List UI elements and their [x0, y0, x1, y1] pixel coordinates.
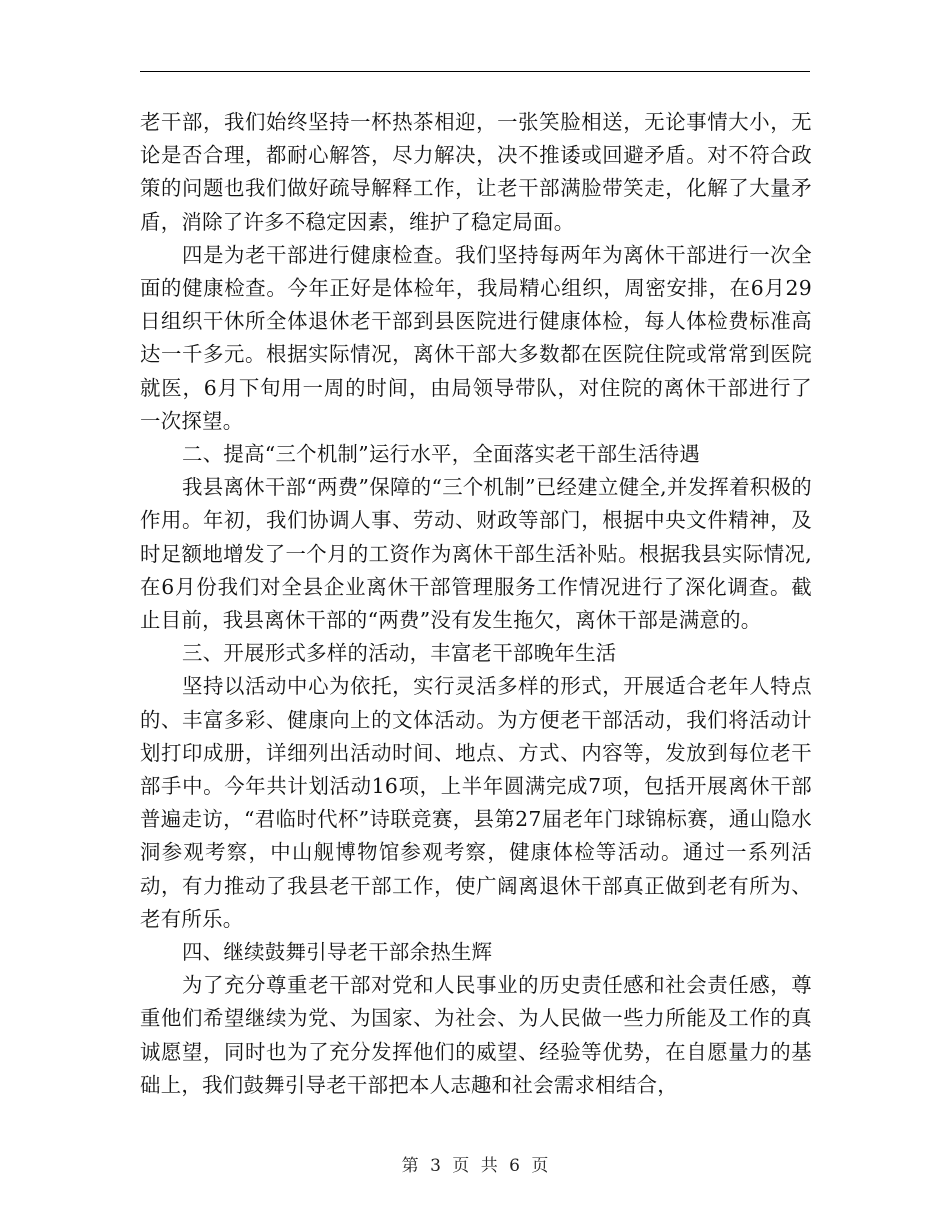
header-rule [140, 71, 810, 72]
paragraph-5: 为了充分尊重老干部对党和人民事业的历史责任感和社会责任感，尊重他们希望继续为党、为国家、为社会、为人民做一些力所能及工作的真诚愿望，同时也为了充分发挥他们的威望、经验等优势，在自愿量力的基础上，我们鼓舞引导老干部把本人志趣和社会需求相结合， [140, 973, 812, 1097]
paragraph-2: 四是为老干部进行健康检查。我们坚持每两年为离休干部进行一次全面的健康检查。今年正好是体检年，我局精心组织，周密安排，在6月29日组织干休所全体退休老干部到县医院进行健康体检，每人体检费标准高达一千多元。根据实际情况，离休干部大多数都在医院住院或常常到医院就医，6月下旬用一周的时间，由局领导带队，对住院的离休干部进行了一次探望。 [140, 242, 812, 433]
paragraph-4: 坚持以活动中心为依托，实行灵活多样的形式，开展适合老年人特点的、丰富多彩、健康向上的文体活动。为方便老干部活动，我们将活动计划打印成册，详细列出活动时间、地点、方式、内容等，发放到每位老干部手中。今年共计划活动16项，上半年圆满完成7项，包括开展离休干部普遍走访，“君临时代杯”诗联竞赛，县第27届老年门球锦标赛，通山隐水洞参观考察，中山舰博物馆参观考察，健康体检等活动。通过一系列活动，有力推动了我县老干部工作，使广阔离退休干部真正做到老有所为、老有所乐。 [140, 674, 812, 931]
page-footer: 第 3 页 共 6 页 [401, 1156, 549, 1176]
section-heading-3: 三、开展形式多样的活动，丰富老干部晚年生活 [182, 641, 617, 666]
section-heading-2: 二、提高“三个机制”运行水平，全面落实老干部生活待遇 [182, 442, 701, 467]
paragraph-3: 我县离休干部“两费”保障的“三个机制”已经建立健全,并发挥着积极的作用。年初，我们协调人事、劳动、财政等部门，根据中央文件精神，及时足额地增发了一个月的工资作为离休干部生活补贴。根据我县实际情况,在6月份我们对全县企业离休干部管理服务工作情况进行了深化调查。截止目前，我县离休干部的“两费”没有发生拖欠，离休干部是满意的。 [140, 475, 812, 633]
document-body [140, 106, 812, 1102]
paragraph-1: 老干部，我们始终坚持一杯热茶相迎，一张笑脸相送，无论事情大小，无论是否合理，都耐心解答，尽力解决，决不推诿或回避矛盾。对不符合政策的问题也我们做好疏导解释工作，让老干部满脸带笑走，化解了大量矛盾，消除了许多不稳定因素，维护了稳定局面。 [140, 110, 812, 234]
section-heading-4: 四、继续鼓舞引导老干部余热生辉 [182, 940, 493, 965]
